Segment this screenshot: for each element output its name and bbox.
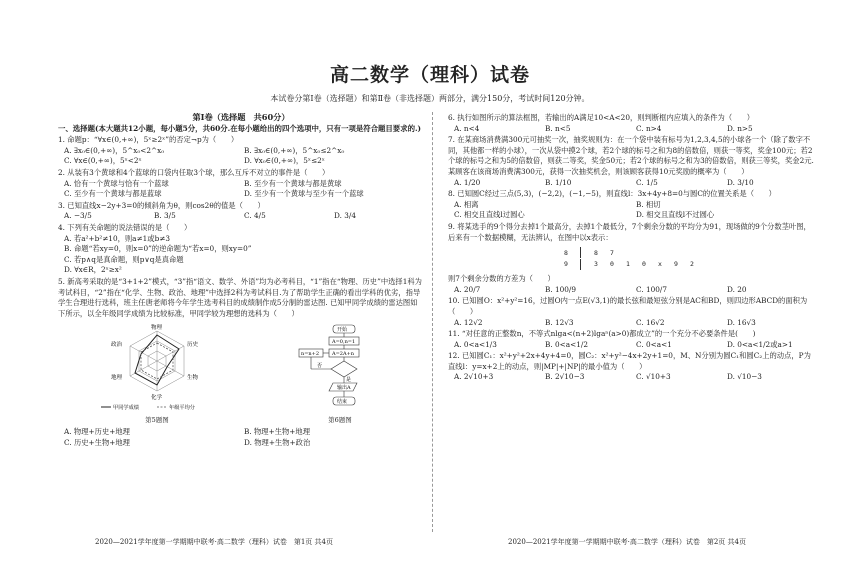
left-column — [58, 112, 424, 448]
question-stem: 1. 命题p：“∀x∈(0,+∞)，5ˣ≥2ˣ”的否定¬p为（ ） — [58, 135, 239, 145]
question-stem: 5. 新高考采取的是“3+1+2”模式，“3”指“语文、数学、外语”均为必考科目，“1”指在“物理、历史”中选择1科为考试科目，“2”指在“化学、生物、政治、地理”中选择2科为考试科目.为了帮助学生正确的看出学科的优劣，指导学生合理进行选科，班主任唐老师将今年学生选考科目的成绩制作成5分制的雷达图. 已知甲同学成绩的雷达图如下所示，以全年级同学成绩为比较标准，甲同学较为理想的选科为（ ） — [58, 276, 422, 318]
option-D: D. ∀x₀∈(0,+∞)，5ˣ≤2ˣ — [244, 156, 325, 166]
option-A: A. 1/20 — [454, 177, 481, 187]
question-12-options — [454, 372, 818, 383]
question-2 — [58, 168, 424, 200]
leaf-value: 2 — [690, 260, 694, 269]
option-A: A. ∃x₀∈(0,+∞)，5^x₀<2^x₀ — [64, 145, 165, 155]
option-D: D. 至少有一个黄球与至少有一个蓝球 — [244, 189, 364, 199]
option-C: C. 相交且直线l过圆心 — [454, 210, 525, 220]
flow-update-n: n=n+2 — [301, 351, 320, 358]
radar-legend-b: 年级平均分 — [169, 405, 195, 412]
question-3 — [58, 201, 424, 222]
question-stem: 12. 已知圆C₁：x²+y²+2x+4y+4=0，圆C₂：x²+y²−4x+2y+1=0，M、N分别为圆C₁和圆C₂上的动点，P为直线l：y=x+2上的动点，则|MP|+|NP|的最小值为（ ） — [448, 351, 811, 371]
radar-caption: 第5题图 — [145, 415, 169, 424]
stem-value: 9 — [564, 260, 568, 269]
page-title: 高二数学（理科）试卷 — [329, 64, 530, 86]
radar-label-politics: 政治 — [111, 342, 123, 349]
option-B: B. ∃x₀∈(0,+∞)，5^x₀≤2^x₀ — [244, 145, 345, 155]
option-C: C. 100/7 — [636, 284, 667, 294]
radar-label-biology: 生物 — [187, 375, 199, 382]
flow-start: 开始 — [337, 327, 348, 334]
question-stem: 9. 将某选手的9个得分去掉1个最高分，去掉1个最低分，7个剩余分数的平均分为91，现场做的9个分数茎叶图，后来有一个数据模糊，无法辨认，在图中以x表示： — [448, 221, 811, 242]
option-A: A. 若a²+b²≠10，则a≠1或b≠3 — [64, 233, 171, 243]
flow-output: 输出A — [337, 385, 351, 392]
leaf-value: 1 — [626, 260, 630, 269]
question-12 — [448, 351, 818, 383]
option-D: D. 16√3 — [727, 317, 756, 327]
question-stem: 3. 已知直线x−2y+3=0的倾斜角为θ，则cos2θ的值是（ ） — [58, 200, 265, 210]
option-B: B. 1/10 — [545, 177, 572, 187]
question-stem: 8. 已知圆C经过三点(5,3)，(−2,2)，(−1,−5)，则直线l：3x+4y+8=0与圆C的位置关系是（ ） — [448, 189, 776, 199]
flowchart-figure — [295, 323, 385, 425]
question-3-options — [64, 211, 424, 222]
option-A: A. 恰有一个黄球与恰有一个蓝球 — [64, 178, 169, 188]
option-C: C. 4/5 — [244, 211, 266, 221]
section-instructions: 一、选择题(本大题共12小题，每小题5分，共60分.在每小题给出的四个选项中，只有一项是符合题目要求的.) — [58, 123, 422, 133]
radar-label-geography: 地理 — [111, 375, 123, 382]
option-B: B. 100/9 — [545, 284, 577, 294]
option-C: C. 至少有一个黄球与都是蓝球 — [64, 189, 162, 199]
stem-leaf-row — [558, 259, 818, 271]
option-B: B. 2√10−3 — [545, 372, 585, 382]
option-B: B. 相切 — [636, 199, 661, 209]
radar-legend-a: 甲同学成绩 — [113, 405, 139, 412]
question-9 — [448, 222, 818, 295]
stem-leaf-row — [558, 247, 818, 259]
section-heading: 第Ⅰ卷（选择题 共60分） — [192, 112, 290, 122]
stem-leaf-plot — [558, 247, 818, 270]
leaf-value: 8 — [594, 248, 598, 257]
footer-left: 2020—2021学年度第一学期期中联考·高二数学（理科）试卷 第1页 共4页 — [95, 538, 333, 546]
flow-caption: 第6题图 — [328, 415, 352, 424]
option-D: D. 0<a<1/2或a>1 — [727, 339, 793, 349]
option-B: B. 至少有一个黄球与都是黄球 — [244, 178, 342, 188]
option-B: B. 3/5 — [154, 211, 176, 221]
question-10-options — [454, 318, 818, 329]
flow-end: 结束 — [337, 399, 348, 406]
question-stem: 11. “对任意的正整数n，不等式nlga<(n+2)lgaⁿ(a>0)都成立”的一个充分不必要条件是( ) — [448, 329, 756, 339]
left-question-list — [58, 135, 424, 319]
option-D: D. 3/10 — [727, 177, 754, 187]
question-6 — [448, 113, 818, 134]
question-7 — [448, 135, 818, 188]
option-A: A. 相离 — [454, 199, 479, 209]
question-8-options — [454, 200, 818, 221]
leaf-value: 9 — [674, 260, 678, 269]
option-C: C. n>4 — [636, 123, 662, 133]
option-B: B. 12√3 — [545, 317, 574, 327]
option-D: D. 20 — [727, 284, 747, 294]
radar-label-chemistry: 化学 — [151, 395, 163, 402]
option-A: A. 0<a<1/3 — [454, 339, 497, 349]
question-1 — [58, 135, 424, 167]
question-4-options — [58, 234, 424, 276]
question-4 — [58, 223, 424, 276]
option-C: C. ∀x∈(0,+∞)，5ˣ<2ˣ — [64, 156, 142, 166]
stem-value: 8 — [564, 248, 568, 257]
question-11-options — [454, 340, 818, 351]
footer-right: 2020—2021学年度第一学期期中联考·高二数学（理科）试卷 第2页 共4页 — [508, 538, 746, 546]
right-question-list — [448, 113, 818, 383]
option-D: D. n>5 — [727, 123, 753, 133]
stem-bar — [580, 259, 582, 270]
question-5-options — [64, 427, 424, 448]
option-B: B. 命题“若xy=0，则x=0”的逆命题为“若x=0，则xy=0” — [64, 244, 252, 254]
flow-update-a: A=2A+n — [332, 351, 355, 358]
option-A: A. n<4 — [454, 123, 480, 133]
option-B: B. 物理+生物+地理 — [244, 427, 311, 437]
option-B: B. 0<a<1/2 — [545, 339, 588, 349]
column-divider — [432, 112, 433, 532]
leaf-value: 7 — [610, 248, 614, 257]
question-stem: 4. 下列有关命题的说法错误的是（ ） — [58, 222, 192, 232]
option-A: A. 2√10+3 — [454, 372, 494, 382]
question-11 — [448, 329, 818, 350]
option-D: D. ∀x∈R，2ˣ≥x² — [64, 265, 122, 275]
right-column — [448, 112, 818, 383]
question-stem: 2. 从装有3个黄球和4个蓝球的口袋内任取3个球，那么互斥不对立的事件是（ ） — [58, 167, 330, 177]
option-D: D. 物理+生物+政治 — [244, 437, 311, 447]
question-followup: 则7个剩余分数的方差为（ ） — [448, 274, 555, 284]
leaf-value: x — [658, 260, 662, 269]
radar-label-physics: 物理 — [151, 325, 163, 332]
question-6-options — [454, 124, 818, 135]
question-2-options — [64, 179, 424, 200]
flow-init: A=0,n=1 — [332, 339, 356, 346]
leaf-value: 3 — [594, 260, 598, 269]
question-8 — [448, 189, 818, 221]
flow-branch-no: 否 — [317, 363, 323, 370]
option-A: A. 物理+历史+地理 — [64, 427, 130, 437]
question-5 — [58, 277, 424, 319]
radar-chart — [97, 323, 217, 411]
option-C: C. √10+3 — [636, 372, 671, 382]
option-D: D. 相交且直线l不过圆心 — [636, 210, 715, 220]
question-7-options — [454, 178, 818, 189]
radar-figure — [97, 323, 217, 425]
option-D: D. 3/4 — [334, 211, 356, 221]
option-C: C. 历史+生物+地理 — [64, 437, 130, 447]
radar-label-history: 历史 — [187, 342, 199, 349]
leaf-value: 0 — [642, 260, 646, 269]
option-C: C. 1/5 — [636, 177, 658, 187]
option-B: B. n<5 — [545, 123, 571, 133]
option-A: A. −3/5 — [64, 211, 92, 221]
option-A: A. 20/7 — [454, 284, 481, 294]
option-A: A. 12√2 — [454, 317, 483, 327]
option-C: C. 若p∧q是真命题，则p∨q是真命题 — [64, 254, 184, 264]
option-C: C. 16√2 — [636, 317, 665, 327]
option-D: D. √10−3 — [727, 372, 762, 382]
question-stem: 7. 在某商场消费满300元可抽奖一次，抽奖规则为：在一个袋中装有标号为1,2,3,4,5的小球各一个（除了数字不同，其他都一样的小球），一次从袋中摸2个球，若2个球的标号之和为8的倍数倍，则获一等奖，奖金100元；若2个球的标号之和为5的倍数倍，则获二等奖，奖金50元；若2个球的标号之和为3的倍数倍，则获三等奖，奖金2元. 某顾客在该商场消费满300元，获得一次抽奖机会，则该顾客获得10元奖励的概率为（ ） — [448, 135, 814, 176]
figures-row — [58, 321, 424, 425]
q5-options — [58, 427, 424, 448]
page-subtitle: 本试卷分第Ⅰ卷（选择题）和第Ⅱ卷（非选择题）两部分，满分150分，考试时间120分钟。 — [270, 94, 590, 103]
stem-bar — [580, 247, 582, 258]
question-1-options — [64, 146, 424, 167]
leaf-value: 0 — [610, 260, 614, 269]
flow-branch-yes: 是 — [346, 377, 352, 384]
option-C: C. 0<a<1 — [636, 339, 672, 349]
flowchart — [295, 323, 385, 411]
question-9-options — [454, 285, 818, 296]
question-stem: 10. 已知圆O：x²+y²=16，过圆O内一点E(√3,1)的最长弦和最短弦分别是AC和BD，则四边形ABCD的面积为（ ） — [448, 296, 808, 316]
question-10 — [448, 296, 818, 328]
question-stem: 6. 执行如图所示的算法框图，若输出的A满足10<A<20，则判断框内应填入的条件为（ ） — [448, 113, 755, 122]
